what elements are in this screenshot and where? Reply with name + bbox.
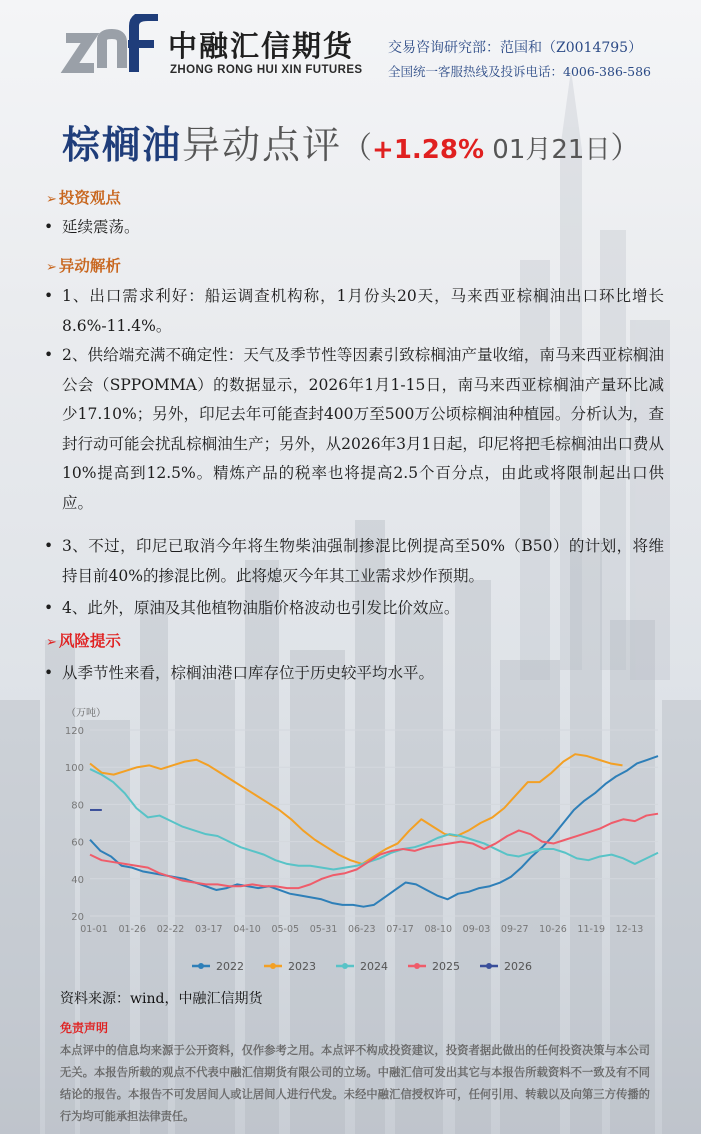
title-change-percent: +1.28%: [372, 135, 485, 165]
x-tick-label: 07-17: [386, 924, 414, 935]
y-tick-label: 20: [71, 912, 84, 923]
analyst-line: 交易咨询研究部：范国和（Z0014795）: [388, 40, 643, 56]
arrow-icon: ➢: [46, 192, 57, 207]
legend-label: 2025: [432, 960, 460, 973]
view-paragraph: • 延续震荡。: [44, 213, 664, 243]
inventory-seasonal-chart: [56, 700, 666, 985]
chart-series: [90, 754, 658, 907]
title-report-type: 异动点评: [182, 123, 343, 167]
legend-item-2025: [408, 960, 460, 973]
legend-marker: [198, 963, 204, 969]
company-name-en: ZHONG RONG HUI XIN FUTURES: [170, 64, 363, 76]
section-heading-analysis: ➢ 异动解析: [46, 257, 121, 275]
arrow-icon: ➢: [46, 260, 57, 275]
legend-label: 2022: [216, 960, 244, 973]
x-tick-label: 01-01: [80, 924, 108, 935]
title-date: 01月21日: [484, 135, 611, 165]
analysis-item-2: • 2、供给端充满不确定性：天气及季节性等因素引致棕榈油产量收缩，南马来西亚棕榈油公会（SPPOMMA）的数据显示，2026年1月1-15日，南马来西亚棕榈油产量环比减少17.10%；另外，印尼去年可能查封400万至500万公顷棕榈油种植园。分析认为，查封行动可能会扰乱棕榈油生产；另外，从2026年3月1日起，印尼将把毛棕榈油出口费从10%提高到12.5%。精炼产品的税率也将提高2.5个百分点，由此或将限制起出口供应。: [44, 341, 664, 518]
title-paren-close: ）: [610, 131, 641, 166]
legend-item-2026: [480, 960, 532, 973]
header-contact: [388, 36, 651, 84]
legend-marker: [270, 963, 276, 969]
chart-ylabel: （万吨）: [66, 708, 106, 719]
legend-label: 2026: [504, 960, 532, 973]
x-tick-label: 06-23: [347, 924, 376, 935]
analysis-item-3: • 3、不过，印尼已取消今年将生物柴油强制掺混比例提高至50%（B50）的计划，将维持目前40%的掺混比例。此将熄灭今年其工业需求炒作预期。: [44, 532, 664, 591]
risk-paragraph: • 从季节性来看，棕榈油港口库存位于历史较平均水平。: [44, 659, 664, 689]
bullet-icon: •: [44, 218, 54, 236]
legend-marker: [414, 963, 420, 969]
section-heading-view: ➢ 投资观点: [46, 189, 121, 207]
legend-label: 2023: [288, 960, 316, 973]
series-line-2024: [90, 769, 658, 869]
analysis-item-4: • 4、此外，原油及其他植物油脂价格波动也引发比价效应。: [44, 594, 664, 624]
page-title: [62, 114, 640, 169]
data-source: 资料来源：wind，中融汇信期货: [60, 991, 263, 1007]
legend-marker: [486, 963, 492, 969]
y-tick-label: 60: [71, 837, 84, 849]
x-tick-label: 11-19: [577, 924, 606, 935]
y-tick-label: 80: [71, 800, 84, 812]
x-tick-label: 03-17: [194, 924, 223, 935]
x-tick-label: 05-05: [271, 924, 300, 935]
x-tick-label: 01-26: [118, 924, 147, 935]
y-tick-label: 100: [64, 763, 84, 775]
legend-item-2022: [192, 960, 244, 973]
arrow-icon: ➢: [46, 635, 57, 650]
y-tick-label: 40: [71, 874, 84, 886]
bullet-icon: •: [44, 346, 54, 364]
bullet-icon: •: [44, 599, 54, 617]
title-commodity: 棕榈油: [62, 123, 183, 167]
x-tick-label: 10-26: [539, 924, 567, 935]
company-name-cn: 中融汇信期货: [168, 29, 355, 63]
bullet-icon: •: [44, 664, 54, 682]
legend-label: 2024: [360, 960, 388, 973]
chart-x-ticks: [80, 924, 643, 935]
x-tick-label: 02-22: [156, 924, 185, 935]
disclaimer-title: 免责声明: [60, 1021, 109, 1035]
x-tick-label: 09-27: [500, 924, 529, 935]
bullet-icon: •: [44, 287, 54, 305]
analysis-item-1: • 1、出口需求利好：船运调查机构称，1月份头20天，马来西亚棕榈油出口环比增长8.6%-11.4%。: [44, 282, 664, 341]
company-logo: [60, 14, 160, 80]
legend-item-2023: [264, 960, 316, 973]
chart-y-ticks: [65, 726, 84, 923]
x-tick-label: 12-13: [615, 924, 644, 935]
legend-marker: [342, 963, 348, 969]
legend-item-2024: [336, 960, 388, 973]
x-tick-label: 05-31: [309, 924, 338, 935]
hotline-line: 全国统一客服热线及投诉电话：4006-386-586: [388, 64, 651, 79]
x-tick-label: 09-03: [462, 924, 491, 935]
bullet-icon: •: [44, 537, 54, 555]
chart-legend: [192, 960, 532, 973]
y-tick-label: 120: [64, 726, 84, 737]
section-heading-risk: ➢ 风险提示: [46, 632, 121, 650]
series-line-2022: [90, 756, 658, 907]
disclaimer-body: 本点评中的信息均来源于公开资料，仅作参考之用。本点评不构成投资建议，投资者据此做出的任何投资决策与本公司无关。本报告所载的观点不代表中融汇信期货有限公司的立场。中融汇信可发出其它与本报告所载资料不一致及有不同结论的报告。本报告不可发居间人或让居间人进行代发。未经中融汇信授权许可，任何引用、转载以及向第三方传播的行为均可能承担法律责任。: [60, 1044, 650, 1123]
title-paren-open: （: [342, 131, 373, 166]
x-tick-label: 08-10: [424, 924, 453, 935]
x-tick-label: 04-10: [233, 924, 261, 935]
